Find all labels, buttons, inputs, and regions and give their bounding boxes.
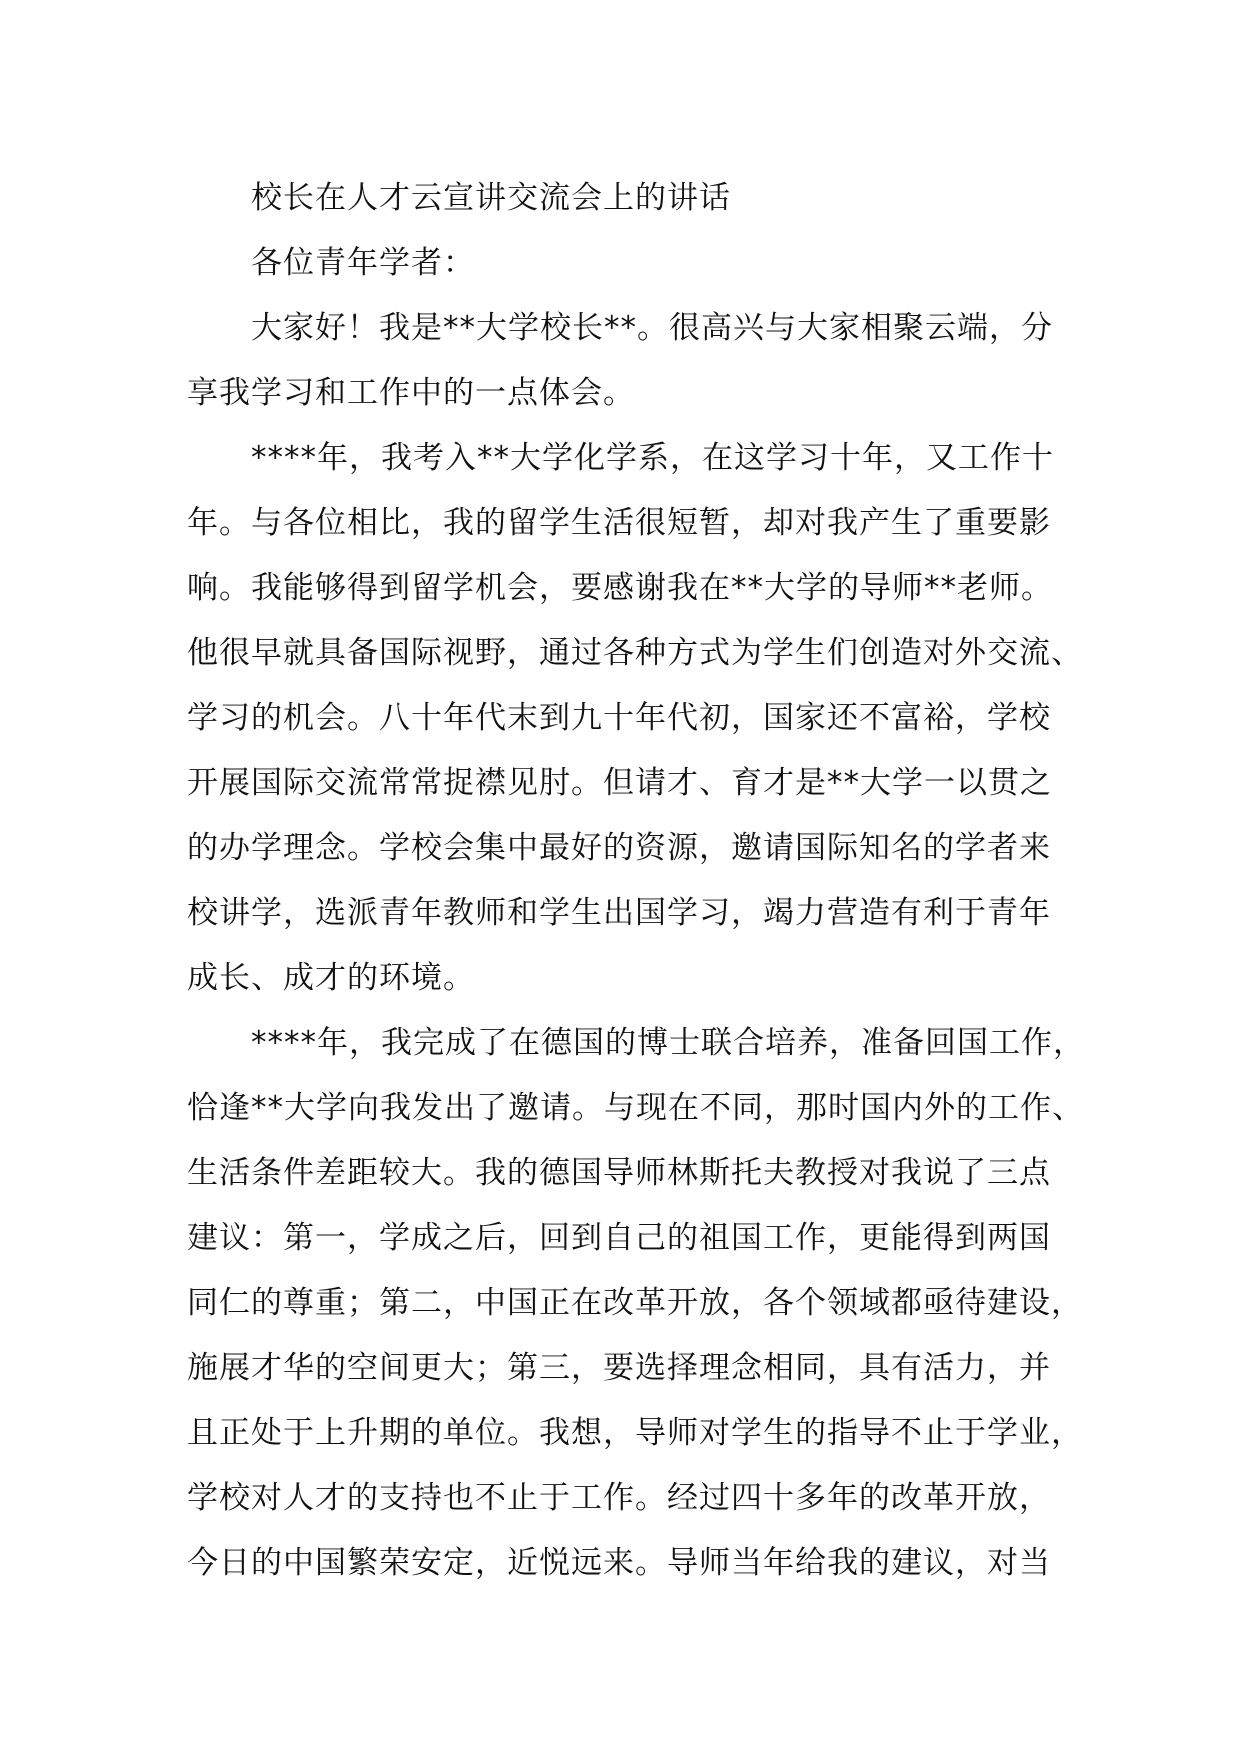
- text-line: 校讲学，选派青年教师和学生出国学习，竭力营造有利于青年: [187, 895, 1051, 931]
- salutation-line: 各位青年学者：: [251, 245, 475, 281]
- text-line: 恰逢**大学向我发出了邀请。与现在不同，那时国内外的工作、: [187, 1090, 1084, 1126]
- text-line: ****年，我完成了在德国的博士联合培养，准备回国工作，: [251, 1025, 1085, 1061]
- text-line: 大家好！我是**大学校长**。很高兴与大家相聚云端，分: [251, 310, 1053, 346]
- text-line: 开展国际交流常常捉襟见肘。但请才、育才是**大学一以贯之: [187, 765, 1052, 801]
- text-line: 学校对人才的支持也不止于工作。经过四十多年的改革开放，: [187, 1480, 1051, 1516]
- paragraph-3: [187, 1011, 1087, 1596]
- text-line: 建议：第一，学成之后，回到自己的祖国工作，更能得到两国: [187, 1220, 1051, 1256]
- document-title: [187, 166, 1087, 231]
- text-line: 学习的机会。八十年代末到九十年代初，国家还不富裕，学校: [187, 700, 1051, 736]
- text-line: 生活条件差距较大。我的德国导师林斯托夫教授对我说了三点: [187, 1155, 1051, 1191]
- salutation: [187, 231, 1087, 296]
- text-line: 且正处于上升期的单位。我想，导师对学生的指导不止于学业，: [187, 1415, 1083, 1451]
- paragraph-2: [187, 426, 1087, 1011]
- title-line: 校长在人才云宣讲交流会上的讲话: [251, 180, 731, 216]
- document-body: [187, 166, 1087, 1596]
- text-line: 享我学习和工作中的一点体会。: [187, 375, 635, 411]
- text-line: 响。我能够得到留学机会，要感谢我在**大学的导师**老师。: [187, 570, 1053, 606]
- text-line: 成长、成才的环境。: [187, 960, 475, 996]
- text-line: ****年，我考入**大学化学系，在这学习十年，又工作十: [251, 440, 1054, 476]
- text-line: 同仁的尊重；第二，中国正在改革开放，各个领域都亟待建设，: [187, 1285, 1083, 1321]
- text-line: 今日的中国繁荣安定，近悦远来。导师当年给我的建议，对当: [187, 1545, 1051, 1581]
- text-line: 的办学理念。学校会集中最好的资源，邀请国际知名的学者来: [187, 830, 1051, 866]
- text-line: 他很早就具备国际视野，通过各种方式为学生们创造对外交流、: [187, 635, 1083, 671]
- text-line: 年。与各位相比，我的留学生活很短暂，却对我产生了重要影: [187, 505, 1051, 541]
- text-line: 施展才华的空间更大；第三，要选择理念相同，具有活力，并: [187, 1350, 1051, 1386]
- paragraph-1: [187, 296, 1087, 426]
